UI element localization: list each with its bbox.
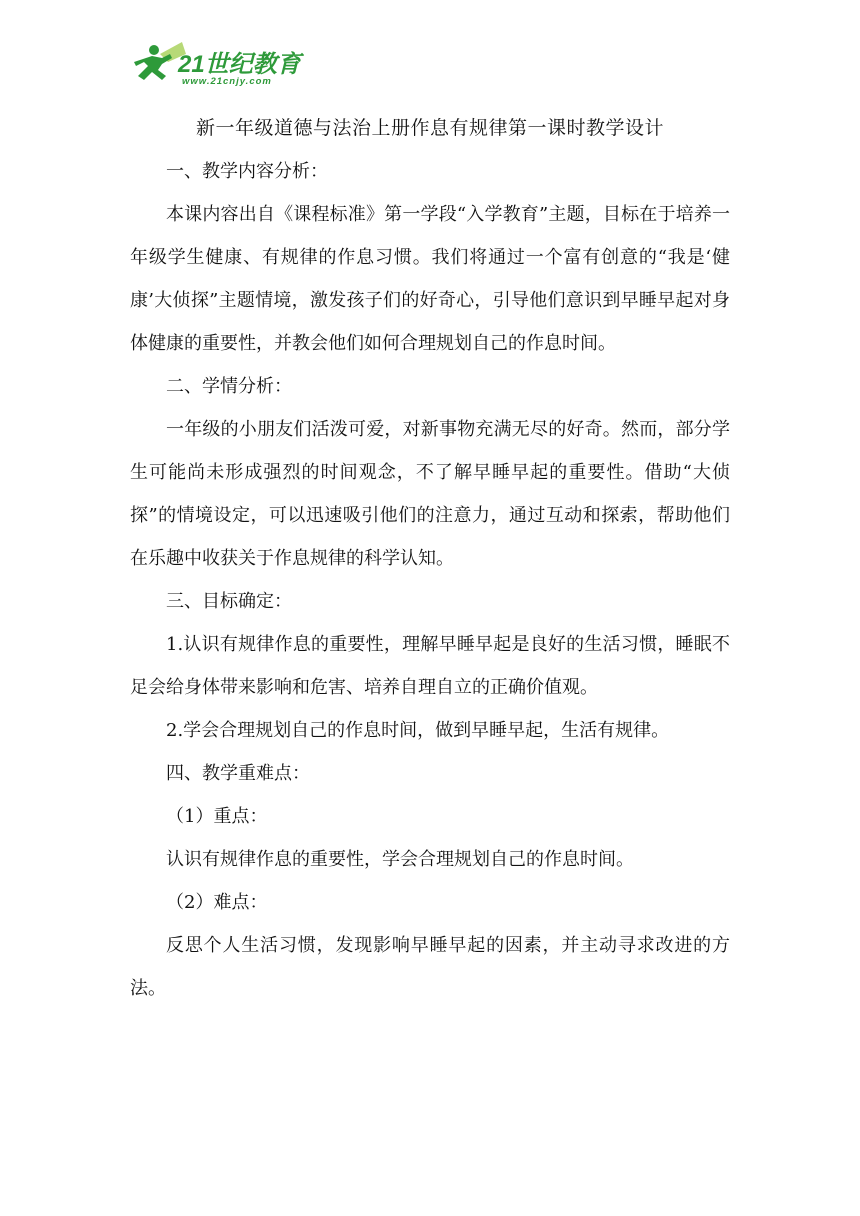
key-point-label: （1）重点：: [166, 806, 268, 827]
logo-graphic: [132, 40, 312, 88]
paragraph-content-analysis: 本课内容出自《课程标准》第一学段“入学教育”主题，目标在于培养一年级学生健康、有规律的作息习惯。我们将通过一个富有创意的“我是‘健康’大侦探”主题情境，激发孩子们的好奇心，引导他们意识到早睡早起对身体健康的重要性，并教会他们如何合理规划自己的作息时间。: [130, 204, 730, 354]
site-logo: [132, 40, 312, 88]
document-title: 新一年级道德与法治上册作息有规律第一课时教学设计: [195, 117, 664, 139]
section-heading-key-points: 四、教学重难点：: [166, 763, 310, 784]
section-heading-objectives: 三、目标确定：: [166, 591, 292, 612]
difficulty-text: 反思个人生活习惯，发现影响早睡早起的因素，并主动寻求改进的方法。: [130, 935, 730, 999]
logo-url-text: www.21cnjy.com: [182, 76, 272, 87]
key-point-text: 认识有规律作息的重要性，学会合理规划自己的作息时间。: [166, 849, 634, 870]
section-heading-student-analysis: 二、学情分析：: [166, 376, 292, 397]
logo-brand-text: 21世纪教育: [178, 51, 301, 78]
section-heading-content-analysis: 一、教学内容分析：: [166, 161, 328, 182]
objective-item-1: 1.认识有规律作息的重要性，理解早睡早起是良好的生活习惯，睡眠不足会给身体带来影响和危害、培养自理自立的正确价值观。: [130, 634, 730, 698]
difficulty-label: （2）难点：: [166, 892, 268, 913]
objective-item-2: 2.学会合理规划自己的作息时间，做到早睡早起，生活有规律。: [166, 720, 670, 741]
paragraph-student-analysis: 一年级的小朋友们活泼可爱，对新事物充满无尽的好奇。然而，部分学生可能尚未形成强烈的时间观念，不了解早睡早起的重要性。借助“大侦探”的情境设定，可以迅速吸引他们的注意力，通过互动和探索，帮助他们在乐趣中收获关于作息规律的科学认知。: [130, 419, 730, 569]
document-body: [130, 150, 730, 1010]
